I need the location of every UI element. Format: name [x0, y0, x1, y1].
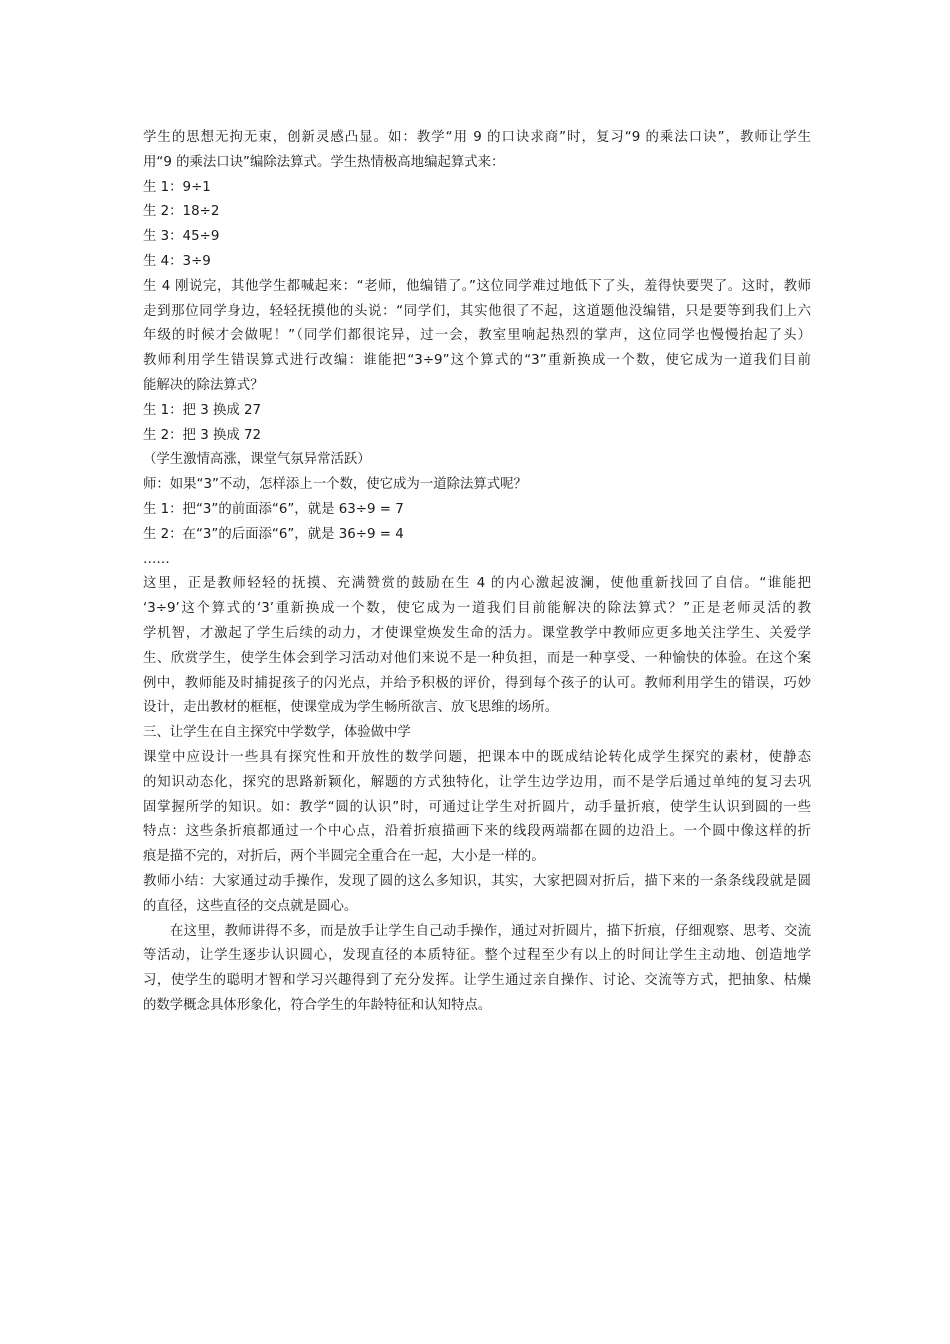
text-line: ‘3÷9’这个算式的‘3’重新换成一个数，使它成为一道我们目前能解决的除法算式？”正是老师灵活的教 — [143, 601, 811, 617]
text-line: 能解决的除法算式？ — [143, 377, 264, 393]
text-line: 生 1：9÷1 — [143, 179, 211, 195]
text-line: 师：如果“3”不动，怎样添上一个数，使它成为一道除法算式呢？ — [143, 477, 527, 493]
text-line: 生 2：18÷2 — [143, 204, 220, 220]
text-line: 的直径，这些直径的交点就是圆心。 — [143, 898, 358, 914]
text-line: 用“9 的乘法口诀”编除法算式。学生热情极高地编起算式来： — [143, 154, 505, 170]
text-line: 的知识动态化，探究的思路新颖化，解题的方式独特化，让学生边学边用，而不是学后通过单纯的复习去巩 — [143, 774, 811, 790]
text-line: 生 2：在“3”的后面添“6”，就是 36÷9 = 4 — [143, 526, 404, 542]
text-line: 学机智，才激起了学生后续的动力，才使课堂焕发生命的活力。课堂教学中教师应更多地关注学生、关爱学 — [143, 625, 811, 641]
text-line: 生 2：把 3 换成 72 — [143, 427, 262, 443]
text-line: 生 4：3÷9 — [143, 253, 211, 269]
text-line: （学生激情高涨，课堂气氛异常活跃） — [143, 452, 371, 468]
text-line: 生 4 刚说完，其他学生都喊起来：“老师，他编错了。”这位同学难过地低下了头，羞得快要哭了。这时，教师 — [143, 278, 811, 294]
text-line: 痕是描不完的，对折后，两个半圆完全重合在一起，大小是一样的。 — [143, 849, 545, 865]
text-line: 等活动，让学生逐步认识圆心，发现直径的本质特征。整个过程至少有以上的时间让学生主动地、创造地学 — [143, 948, 811, 964]
text-line: 在这里，教师讲得不多，而是放手让学生自己动手操作，通过对折圆片，描下折痕，仔细观察、思考、交流 — [170, 923, 811, 939]
text-line: 教师利用学生错误算式进行改编：谁能把“3÷9”这个算式的“3”重新换成一个数，使它成为一道我们目前 — [143, 353, 811, 369]
text-line: …… — [143, 551, 170, 567]
text-line: 走到那位同学身边，轻轻抚摸他的头说：“同学们，其实他很了不起，这道题他没编错，只是要等到我们上六 — [143, 303, 811, 319]
text-line: 生 1：把“3”的前面添“6”，就是 63÷9 = 7 — [143, 501, 404, 517]
text-line: 设计，走出教材的框框，使课堂成为学生畅所欲言、放飞思维的场所。 — [143, 700, 559, 716]
text-line: 的数学概念具体形象化，符合学生的年龄特征和认知特点。 — [143, 997, 492, 1013]
text-line: 固掌握所学的知识。如：教学“圆的认识”时，可通过让学生对折圆片，动手量折痕，使学生认识到圆的一些 — [143, 799, 811, 815]
text-line: 生、欣赏学生，使学生体会到学习活动对他们来说不是一种负担，而是一种享受、一种愉快的体验。在这个案 — [143, 650, 811, 666]
text-line: 例中，教师能及时捕捉孩子的闪光点，并给予积极的评价，得到每个孩子的认可。教师利用学生的错误，巧妙 — [143, 675, 811, 691]
text-line: 学生的思想无拘无束，创新灵感凸显。如：教学“用 9 的口诀求商”时，复习“9 的乘法口诀”，教师让学生 — [143, 130, 811, 145]
text-line: 生 1：把 3 换成 27 — [143, 402, 262, 418]
document-page — [143, 126, 811, 1019]
text-line: 特点：这些条折痕都通过一个中心点，沿着折痕描画下来的线段两端都在圆的边沿上。一个圆中像这样的折 — [143, 824, 811, 840]
text-line: 三、让学生在自主探究中学数学，体验做中学 — [143, 725, 411, 741]
text-line: 生 3：45÷9 — [143, 229, 220, 245]
text-line: 这里，正是教师轻轻的抚摸、充满赞赏的鼓励在生 4 的内心激起波澜，使他重新找回了自信。“谁能把 — [143, 576, 811, 592]
text-line: 教师小结：大家通过动手操作，发现了圆的这么多知识，其实，大家把圆对折后，描下来的一条条线段就是圆 — [143, 873, 811, 889]
text-line: 年级的时候才会做呢！”（同学们都很诧异，过一会，教室里响起热烈的掌声，这位同学也慢慢抬起了头） — [143, 328, 811, 344]
text-line: 习，使学生的聪明才智和学习兴趣得到了充分发挥。让学生通过亲自操作、讨论、交流等方式，把抽象、枯燥 — [143, 973, 811, 989]
text-line: 课堂中应设计一些具有探究性和开放性的数学问题，把课本中的既成结论转化成学生探究的素材，使静态 — [143, 749, 811, 765]
